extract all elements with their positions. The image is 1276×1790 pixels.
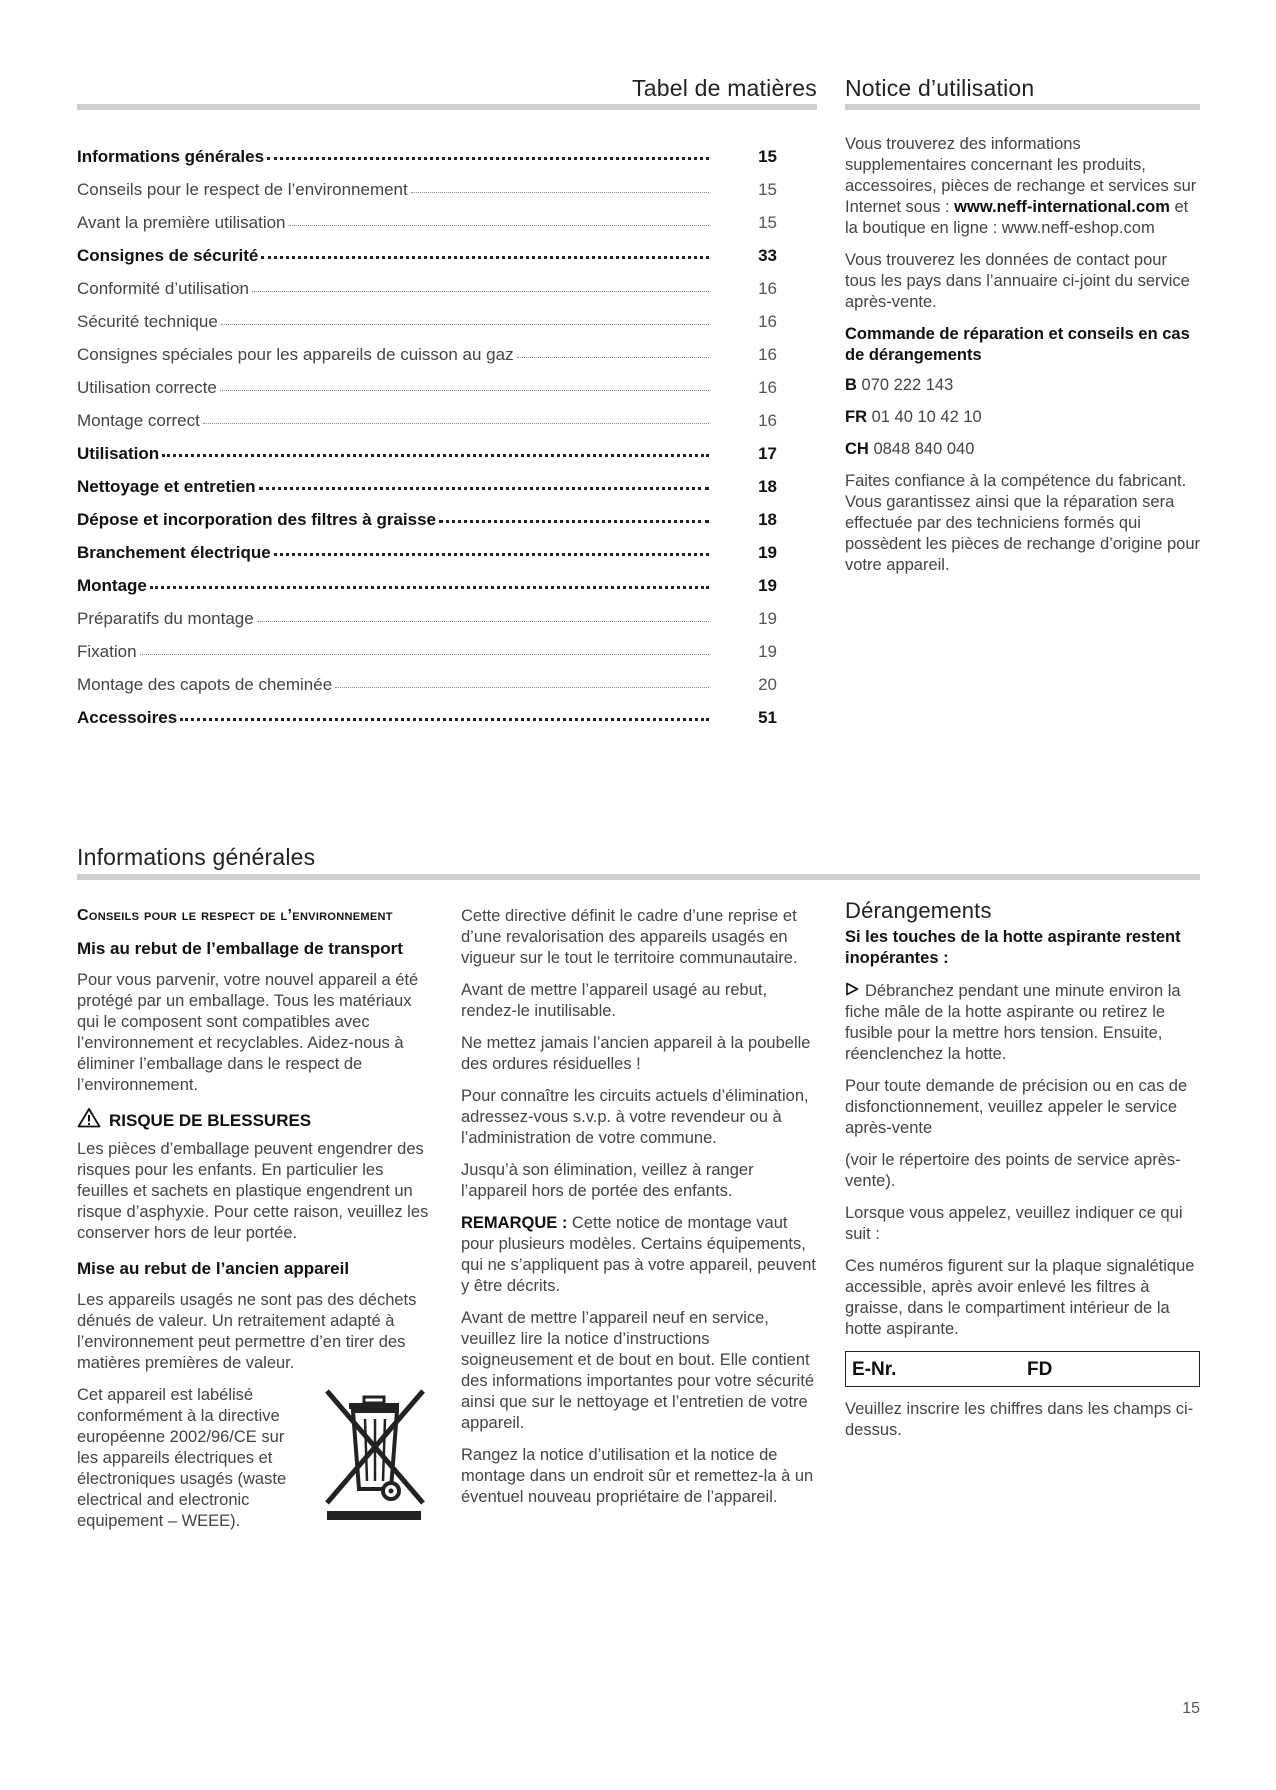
toc-entry[interactable] xyxy=(77,200,777,233)
repair-heading: Commande de réparation et conseils en cas de dérangements xyxy=(845,325,1190,364)
faults-step: Débranchez pendant une minute environ la fiche mâle de la hotte aspirante ou retirez le fusible pour la mettre hors tension. Ensuite, réenclenchez la hotte. xyxy=(845,982,1181,1063)
toc-entry-label: Montage xyxy=(77,576,147,595)
paragraph: Veuillez inscrire les chiffres dans les champs ci-dessus. xyxy=(845,1400,1194,1439)
packaging-heading: Mis au rebut de l’emballage de transport xyxy=(77,939,403,958)
toc-entry[interactable] xyxy=(77,398,777,431)
faults-column xyxy=(845,900,1200,1452)
toc-entry[interactable] xyxy=(77,365,777,398)
toc-leader-dots xyxy=(180,718,709,721)
website-link[interactable]: www.neff-international.com xyxy=(954,198,1170,216)
toc-entry-label: Sécurité technique xyxy=(77,312,218,331)
toc-entry-page: 18 xyxy=(758,477,777,496)
toc-leader-dots xyxy=(203,423,709,424)
weee-text: Cet appareil est labélisé conformément à la directive européenne 2002/96/CE sur les appareils électriques et électroniques usagés (waste electrical and electronic equipement – WEEE). xyxy=(77,1386,287,1530)
toc-entry[interactable] xyxy=(77,563,777,596)
toc-entry-page: 15 xyxy=(758,180,777,199)
toc-leader-dots xyxy=(261,256,709,259)
toc-rule xyxy=(77,104,817,110)
toc-entry-page: 19 xyxy=(758,543,777,562)
toc-leader-dots xyxy=(517,357,709,358)
general-title: Informations générales xyxy=(77,844,316,870)
toc-entry-label: Nettoyage et entretien xyxy=(77,477,256,496)
phone-ch: CH 0848 840 040 xyxy=(845,440,975,458)
notice-column xyxy=(845,134,1200,587)
paragraph: Avant de mettre l’appareil neuf en service, veuillez lire la notice d’instructions soigneusement et de bout en bout. Elle contient des informations importantes pour votre sécurité ainsi que sur le nettoyage et l’entretien de votre appareil. xyxy=(461,1309,815,1432)
warning-text: Les pièces d’emballage peuvent engendrer des risques pour les enfants. En particulier les feuilles et sachets en plastique engendrent un risque d’asphyxie. Pour cette raison, veuillez les conserver hors de leur portée. xyxy=(77,1140,429,1242)
toc-entry-label: Montage des capots de cheminée xyxy=(77,675,333,694)
toc-leader-dots xyxy=(257,621,709,622)
faults-subheading: Si les touches de la hotte aspirante restent inopérantes : xyxy=(845,928,1181,967)
paragraph: Ces numéros figurent sur la plaque signalétique accessible, après avoir enlevé les filtres à graisse, dans le compartiment intérieur de la hotte aspirante. xyxy=(845,1257,1195,1338)
old-appliance-heading: Mise au rebut de l’ancien appareil xyxy=(77,1259,350,1278)
paragraph: Jusqu’à son élimination, veillez à ranger l’appareil hors de portée des enfants. xyxy=(461,1161,754,1200)
paragraph: Cette directive définit le cadre d’une reprise et d’une revalorisation des appareils usagés en vigueur sur le tout le territoire communautaire. xyxy=(461,907,798,967)
toc-entry[interactable] xyxy=(77,629,777,662)
toc-entry-label: Conformité d’utilisation xyxy=(77,279,249,298)
toc-entry[interactable] xyxy=(77,431,777,464)
packaging-text: Pour vous parvenir, votre nouvel appareil a été protégé par un emballage. Tous les matériaux qui le composent sont compatibles avec l’environnement et recyclables. Aidez-nous à éliminer l’emballage dans le respect de l’environnement. xyxy=(77,971,419,1094)
enr-label: E-Nr. xyxy=(852,1358,897,1380)
toc-entry-page: 16 xyxy=(758,411,777,430)
toc-entry-label: Préparatifs du montage xyxy=(77,609,254,628)
notice-rule xyxy=(845,104,1200,110)
toc-entry-label: Fixation xyxy=(77,642,137,661)
fd-label: FD xyxy=(1027,1358,1053,1380)
toc-entry-page: 33 xyxy=(758,246,777,265)
toc-leader-dots xyxy=(162,454,709,457)
toc-entry-page: 19 xyxy=(758,642,777,661)
toc-entry[interactable] xyxy=(77,464,777,497)
toc-entry-label: Consignes spéciales pour les appareils de cuisson au gaz xyxy=(77,345,514,364)
notice-paragraph: Faites confiance à la compétence du fabricant. Vous garantissez ainsi que la réparation sera effectuée par des techniciens formés qui possèdent les pièces de rechange d’origine pour votre appareil. xyxy=(845,472,1200,574)
toc-entry-page: 16 xyxy=(758,345,777,364)
notice-title: Notice d’utilisation xyxy=(845,75,1035,101)
toc-entry-page: 19 xyxy=(758,609,777,628)
toc-entry-label: Montage correct xyxy=(77,411,200,430)
toc-entry-page: 17 xyxy=(758,444,777,463)
toc-entry[interactable] xyxy=(77,134,777,167)
notice-paragraph: Vous trouverez les données de contact pour tous les pays dans l’annuaire ci-joint du service après-vente. xyxy=(845,251,1190,311)
toc-entry-page: 15 xyxy=(758,147,777,166)
phone-fr: FR 01 40 10 42 10 xyxy=(845,408,982,426)
paragraph: Rangez la notice d’utilisation et la notice de montage dans un endroit sûr et remettez-la à un éventuel nouveau propriétaire de l’appareil. xyxy=(461,1446,814,1506)
toc-entry-label: Utilisation correcte xyxy=(77,378,217,397)
toc-entry-page: 16 xyxy=(758,312,777,331)
toc-entry[interactable] xyxy=(77,596,777,629)
toc-entry[interactable] xyxy=(77,530,777,563)
toc-leader-dots xyxy=(140,654,709,655)
toc-entry-label: Avant la première utilisation xyxy=(77,213,286,232)
toc-entry[interactable] xyxy=(77,167,777,200)
toc-leader-dots xyxy=(289,225,709,226)
toc-leader-dots xyxy=(439,520,709,523)
toc-entry-page: 19 xyxy=(758,576,777,595)
toc-leader-dots xyxy=(259,487,709,490)
toc-entry[interactable] xyxy=(77,266,777,299)
toc-entry-label: Conseils pour le respect de l’environnement xyxy=(77,180,408,199)
toc-entry-label: Accessoires xyxy=(77,708,178,727)
toc-entry[interactable] xyxy=(77,497,777,530)
general-rule xyxy=(77,874,1200,880)
notice-paragraph: Vous trouverez des informations supplementaires concernant les produits, accessoires, pièces de rechange et services sur Internet sous : www.neff-international.com et la boutique en ligne : www.neff-eshop.com xyxy=(845,135,1197,237)
toc-leader-dots xyxy=(221,324,709,325)
general-left-column xyxy=(77,906,435,1543)
toc-leader-dots xyxy=(267,157,709,160)
toc-leader-dots xyxy=(335,687,709,688)
toc-leader-dots xyxy=(252,291,709,292)
toc-leader-dots xyxy=(220,390,709,391)
env-heading: Conseils pour le respect de l’environnement xyxy=(77,907,393,924)
toc-entry[interactable] xyxy=(77,695,777,728)
toc-entry-label: Informations générales xyxy=(77,147,265,166)
paragraph: Lorsque vous appelez, veuillez indiquer ce qui suit : xyxy=(845,1204,1183,1243)
page-number: 15 xyxy=(1182,1700,1200,1717)
table-of-contents xyxy=(77,134,777,728)
toc-entry-page: 18 xyxy=(758,510,777,529)
warning-heading: RISQUE DE BLESSURES xyxy=(77,1107,435,1133)
toc-entry-page: 20 xyxy=(758,675,777,694)
toc-entry[interactable] xyxy=(77,233,777,266)
toc-entry-label: Branchement électrique xyxy=(77,543,271,562)
warning-icon xyxy=(77,1107,101,1133)
serial-number-box[interactable] xyxy=(845,1351,1200,1387)
toc-leader-dots xyxy=(274,553,709,556)
paragraph: Avant de mettre l’appareil usagé au rebut, rendez-le inutilisable. xyxy=(461,981,768,1020)
toc-entry-label: Dépose et incorporation des filtres à graisse xyxy=(77,510,437,529)
toc-entry[interactable] xyxy=(77,662,777,695)
toc-entry[interactable] xyxy=(77,299,777,332)
toc-title: Tabel de matières xyxy=(632,75,817,101)
toc-entry-page: 51 xyxy=(758,708,777,727)
toc-entry[interactable] xyxy=(77,332,777,365)
toc-leader-dots xyxy=(411,192,709,193)
crossed-bin-icon xyxy=(317,1389,429,1543)
toc-entry-page: 16 xyxy=(758,279,777,298)
paragraph: Ne mettez jamais l’ancien appareil à la poubelle des ordures résiduelles ! xyxy=(461,1034,811,1073)
paragraph: Pour toute demande de précision ou en cas de disfonctionnement, veuillez appeler le service après-vente xyxy=(845,1077,1188,1137)
toc-entry-label: Utilisation xyxy=(77,444,160,463)
toc-leader-dots xyxy=(150,586,709,589)
toc-entry-page: 15 xyxy=(758,213,777,232)
step-arrow-icon xyxy=(845,981,859,1002)
faults-title: Dérangements xyxy=(845,898,992,923)
paragraph: (voir le répertoire des points de service après-vente). xyxy=(845,1151,1181,1190)
toc-entry-page: 16 xyxy=(758,378,777,397)
weee-block xyxy=(77,1385,435,1543)
general-middle-column xyxy=(461,906,816,1519)
old-appliance-text: Les appareils usagés ne sont pas des déchets dénués de valeur. Un retraitement adapté à l’environnement peut permettre d’en tirer des matières premières de valeur. xyxy=(77,1291,417,1372)
remark-paragraph: REMARQUE : Cette notice de montage vaut pour plusieurs modèles. Certains équipements, qui ne s’appliquent pas à votre appareil, peuvent y être décrits. xyxy=(461,1214,816,1295)
paragraph: Pour connaître les circuits actuels d’élimination, adressez-vous s.v.p. à votre revendeur ou à l’administration de votre commune. xyxy=(461,1087,809,1147)
phone-b: B 070 222 143 xyxy=(845,376,954,394)
toc-entry-label: Consignes de sécurité xyxy=(77,246,259,265)
